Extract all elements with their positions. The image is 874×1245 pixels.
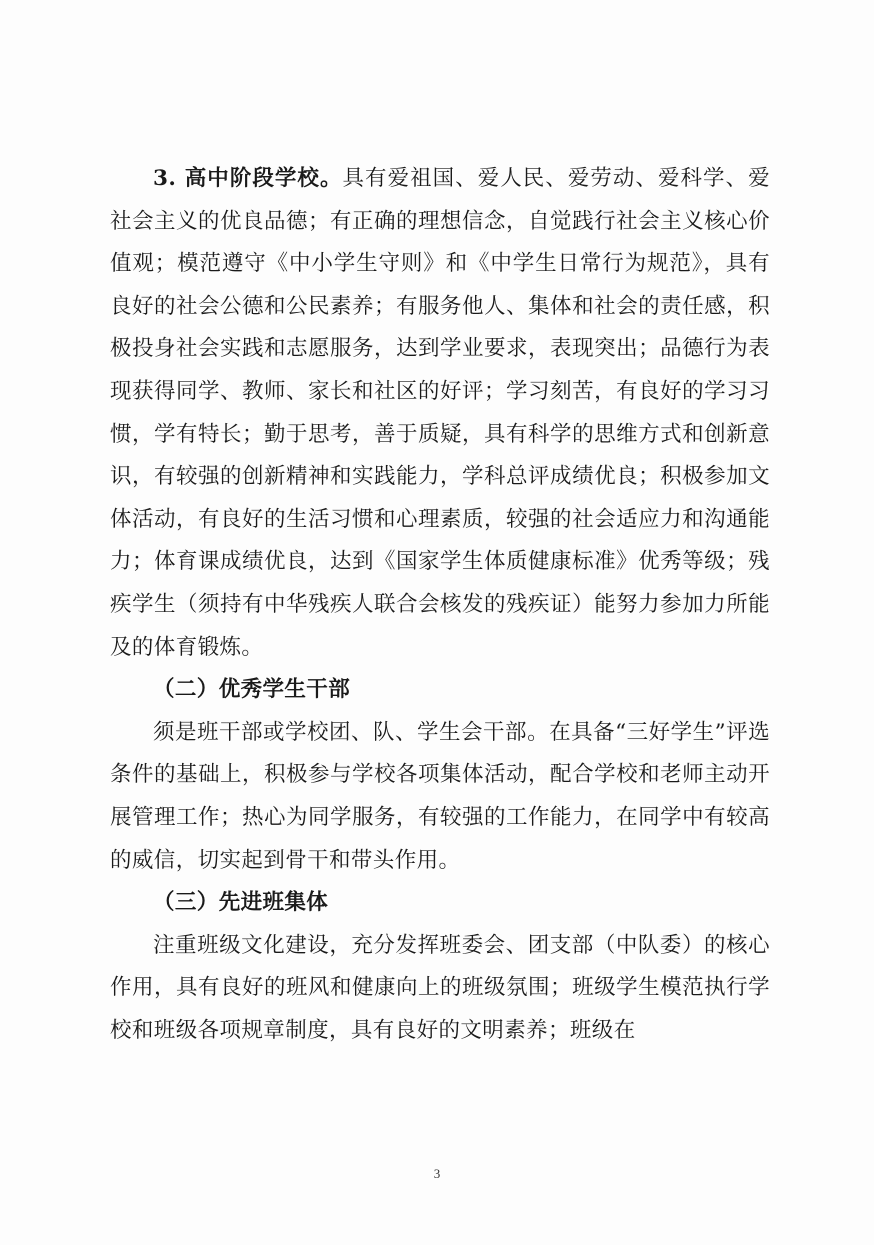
- section-heading-outstanding-cadre: （二）优秀学生干部: [153, 677, 351, 703]
- document-body: [110, 158, 770, 1052]
- paragraph-advanced-class: 注重班级文化建设，充分发挥班委会、团支部（中队委）的核心作用，具有良好的班风和健康向上的班级氛围；班级学生模范执行学校和班级各项规章制度，具有良好的文明素养；班级在: [110, 932, 770, 1043]
- page-number: 3: [433, 1166, 441, 1181]
- paragraph-lead-high-school: 3. 高中阶段学校。: [153, 166, 343, 191]
- paragraph-text-high-school: 具有爱祖国、爱人民、爱劳动、爱科学、爱社会主义的优良品德；有正确的理想信念，自觉践行社会主义核心价值观；模范遵守《中小学生守则》和《中学生日常行为规范》，具有良好的社会公德和公民素养；有服务他人、集体和社会的责任感，积极投身社会实践和志愿服务，达到学业要求，表现突出；品德行为表现获得同学、教师、家长和社区的好评；学习刻苦，有良好的学习习惯，学有特长；勤于思考，善于质疑，具有科学的思维方式和创新意识，有较强的创新精神和实践能力，学科总评成绩优良；积极参加文体活动，有良好的生活习惯和心理素质，较强的社会适应力和沟通能力；体育课成绩优良，达到《国家学生体质健康标准》优秀等级；残疾学生（须持有中华残疾人联合会核发的残疾证）能努力参加力所能及的体育锻炼。: [110, 166, 770, 660]
- paragraph-outstanding-cadre: 须是班干部或学校团、队、学生会干部。在具备“三好学生”评选条件的基础上，积极参与学校各项集体活动，配合学校和老师主动开展管理工作；热心为同学服务，有较强的工作能力，在同学中有较高的威信，切实起到骨干和带头作用。: [110, 719, 770, 873]
- paragraph-high-school-criteria: [110, 158, 770, 669]
- section-heading-advanced-class: （三）先进班集体: [153, 890, 329, 916]
